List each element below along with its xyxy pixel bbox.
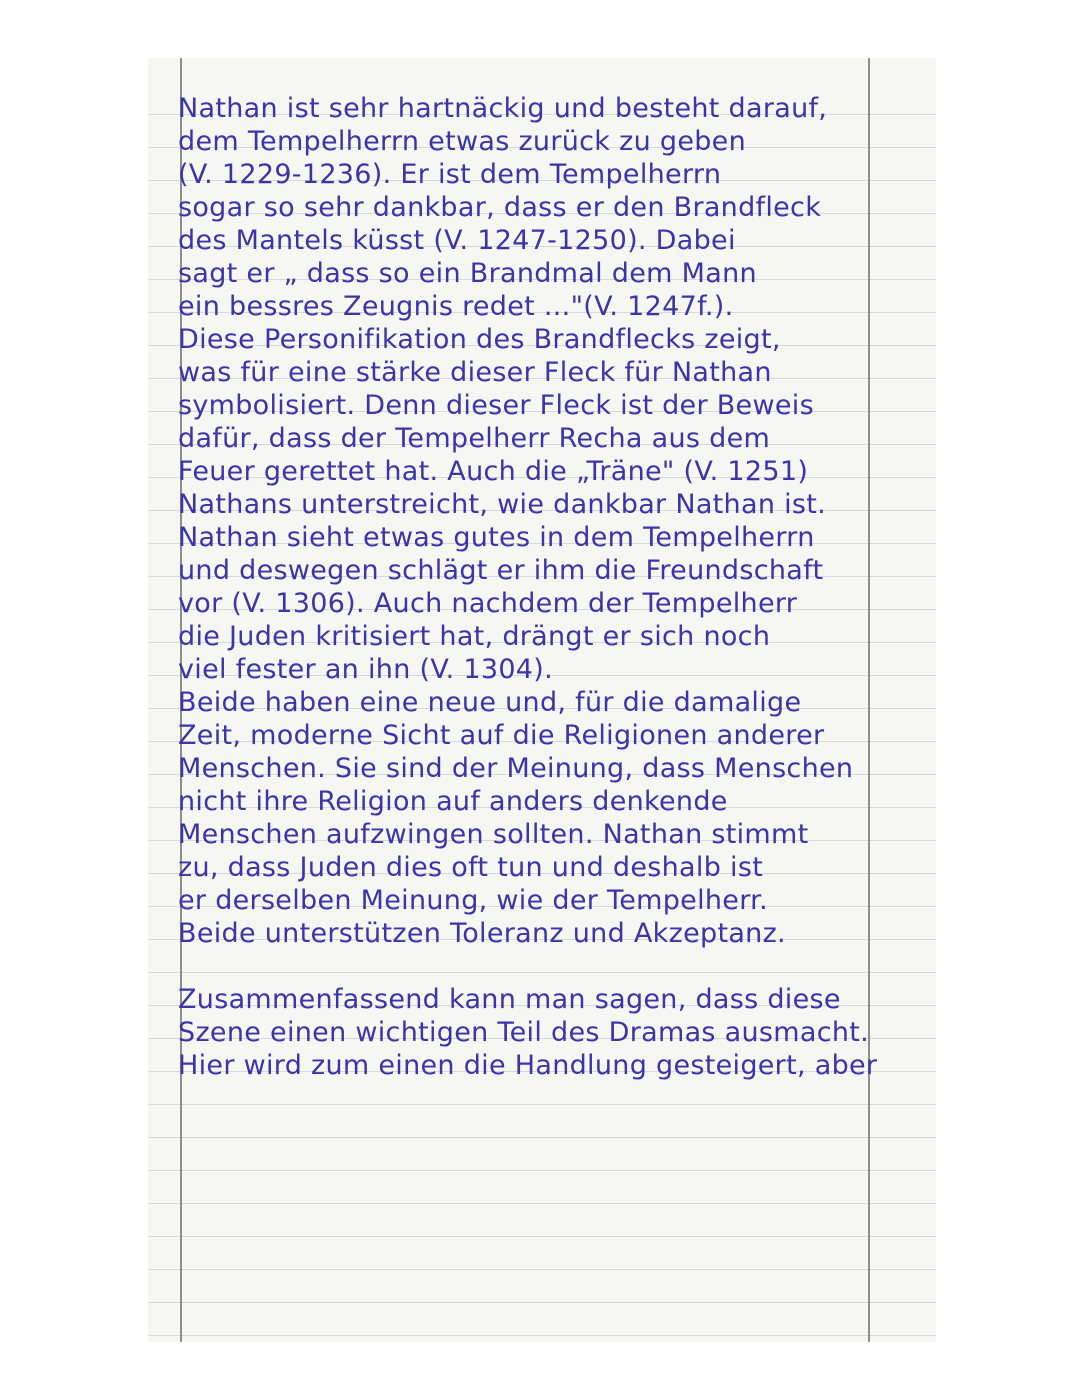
- text-line: die Juden kritisiert hat, drängt er sich noch: [178, 621, 771, 652]
- text-line: nicht ihre Religion auf anders denkende: [178, 786, 728, 817]
- text-line: er derselben Meinung, wie der Tempelherr.: [178, 885, 768, 916]
- text-line: was für eine stärke dieser Fleck für Nathan: [178, 357, 772, 388]
- text-line: Menschen. Sie sind der Meinung, dass Menschen: [178, 753, 854, 784]
- text-line: ein bessres Zeugnis redet ..."(V. 1247f.).: [178, 291, 734, 322]
- handwritten-text: [178, 92, 878, 1082]
- text-line: Nathan ist sehr hartnäckig und besteht darauf,: [178, 93, 828, 124]
- text-line: des Mantels küsst (V. 1247-1250). Dabei: [178, 225, 736, 256]
- text-line: Beide haben eine neue und, für die damalige: [178, 687, 802, 718]
- text-line: vor (V. 1306). Auch nachdem der Tempelherr: [178, 588, 798, 619]
- text-line: Diese Personifikation des Brandflecks zeigt,: [178, 324, 781, 355]
- text-line: sagt er „ dass so ein Brandmal dem Mann: [178, 258, 757, 289]
- text-line: Zeit, moderne Sicht auf die Religionen anderer: [178, 720, 825, 751]
- text-line: Szene einen wichtigen Teil des Dramas ausmacht.: [178, 1017, 870, 1048]
- text-line: dafür, dass der Tempelherr Recha aus dem: [178, 423, 771, 454]
- text-line: Hier wird zum einen die Handlung gesteigert, aber: [178, 1050, 878, 1081]
- blank-line: [178, 950, 878, 983]
- notebook-page: [148, 58, 936, 1342]
- text-line: Zusammenfassend kann man sagen, dass diese: [178, 984, 841, 1015]
- text-line: dem Tempelherrn etwas zurück zu geben: [178, 126, 746, 157]
- text-line: sogar so sehr dankbar, dass er den Brandfleck: [178, 192, 822, 223]
- text-line: viel fester an ihn (V. 1304).: [178, 654, 554, 685]
- text-line: Beide unterstützen Toleranz und Akzeptanz.: [178, 918, 786, 949]
- text-line: Menschen aufzwingen sollten. Nathan stimmt: [178, 819, 809, 850]
- text-line: Feuer gerettet hat. Auch die „Träne" (V. 1251): [178, 456, 809, 487]
- text-line: zu, dass Juden dies oft tun und deshalb ist: [178, 852, 764, 883]
- text-line: symbolisiert. Denn dieser Fleck ist der Beweis: [178, 390, 814, 421]
- text-line: und deswegen schlägt er ihm die Freundschaft: [178, 555, 824, 586]
- text-line: Nathan sieht etwas gutes in dem Tempelherrn: [178, 522, 815, 553]
- text-line: Nathans unterstreicht, wie dankbar Nathan ist.: [178, 489, 827, 520]
- text-line: (V. 1229-1236). Er ist dem Tempelherrn: [178, 159, 722, 190]
